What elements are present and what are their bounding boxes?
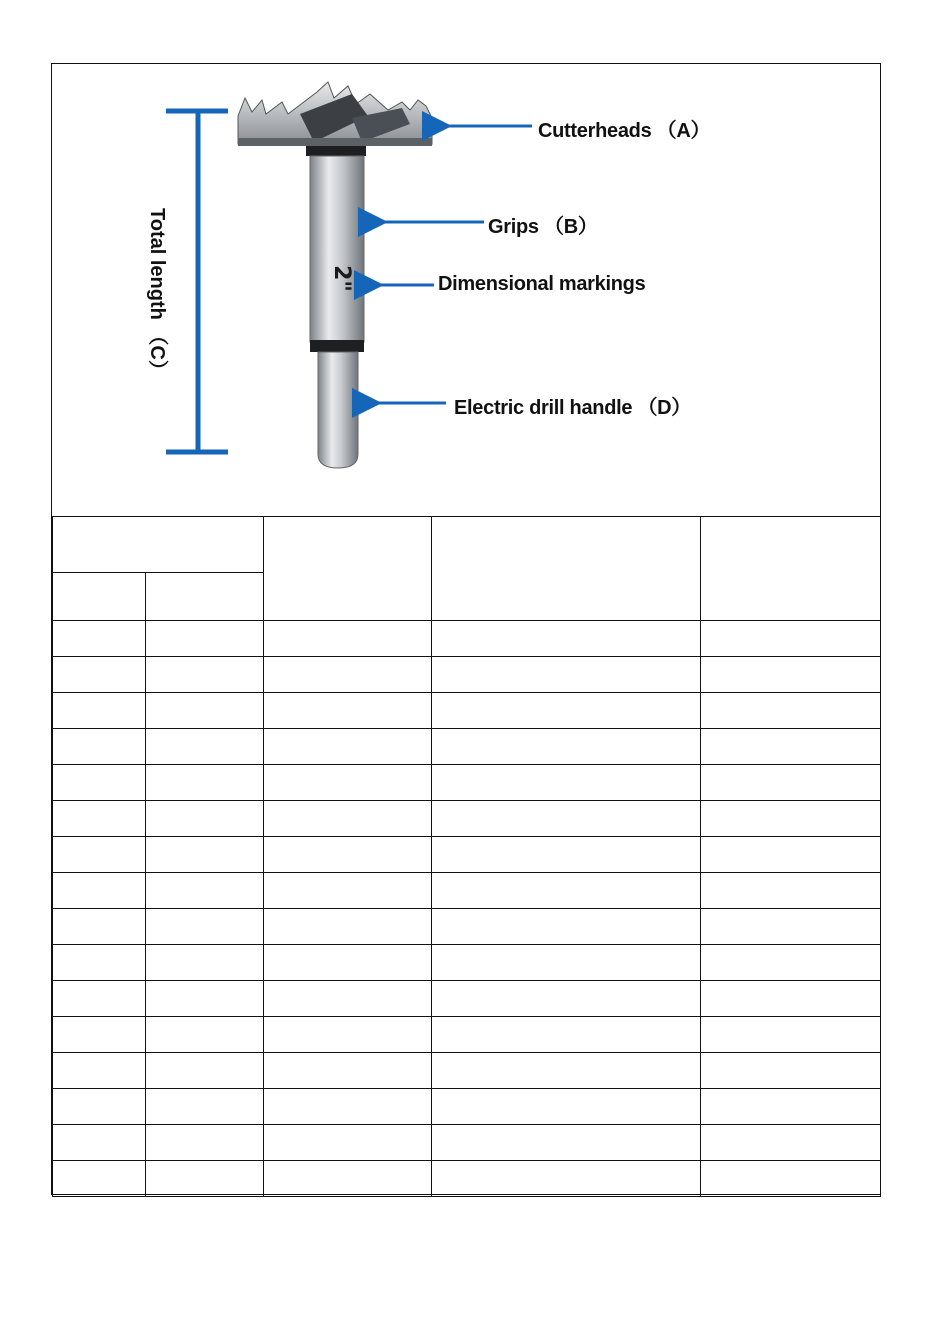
table-cell	[432, 693, 701, 729]
table-cell	[432, 729, 701, 765]
table-cell	[264, 837, 432, 873]
table-cell	[432, 765, 701, 801]
header-cell-3	[264, 517, 432, 621]
table-cell	[146, 873, 264, 909]
table-cell	[701, 729, 881, 765]
table-row	[53, 837, 881, 873]
table-cell	[432, 945, 701, 981]
table-cell	[701, 801, 881, 837]
table-cell	[53, 873, 146, 909]
table-cell	[53, 945, 146, 981]
header-cell-4	[432, 517, 701, 621]
table-cell	[264, 1161, 432, 1197]
table-cell	[432, 657, 701, 693]
table-cell	[264, 1089, 432, 1125]
table-cell	[701, 657, 881, 693]
table-cell	[146, 909, 264, 945]
drill-bit-figure	[52, 64, 879, 516]
table-cell	[264, 909, 432, 945]
table-row	[53, 873, 881, 909]
table-cell	[701, 621, 881, 657]
table-cell	[264, 729, 432, 765]
table-cell	[53, 729, 146, 765]
table-cell	[146, 657, 264, 693]
header-cell-size	[53, 517, 264, 573]
table-row	[53, 729, 881, 765]
table-row	[53, 945, 881, 981]
table-cell	[432, 909, 701, 945]
table-cell	[701, 1089, 881, 1125]
table-row	[53, 765, 881, 801]
table-cell	[146, 765, 264, 801]
handle-shank	[318, 352, 358, 468]
table-cell	[53, 1053, 146, 1089]
specifications-table	[52, 516, 881, 1197]
table-cell	[264, 765, 432, 801]
table-cell	[53, 909, 146, 945]
table-cell	[701, 873, 881, 909]
table-cell	[701, 1053, 881, 1089]
table-cell	[53, 981, 146, 1017]
table-cell	[146, 1089, 264, 1125]
grip-shank	[310, 156, 364, 352]
table-cell	[146, 837, 264, 873]
table-cell	[264, 621, 432, 657]
table-cell	[53, 1161, 146, 1197]
table-cell	[701, 1017, 881, 1053]
table-cell	[146, 945, 264, 981]
table-cell	[146, 1161, 264, 1197]
table-body	[53, 621, 881, 1197]
table-cell	[264, 981, 432, 1017]
table-cell	[701, 693, 881, 729]
table-row	[53, 621, 881, 657]
table-cell	[264, 657, 432, 693]
cutterhead	[238, 82, 432, 156]
table-cell	[264, 945, 432, 981]
table-cell	[701, 837, 881, 873]
table-row	[53, 981, 881, 1017]
label-dimensional-markings: Dimensional markings	[438, 273, 646, 295]
subheader-cell-1	[53, 573, 146, 621]
label-total-length: Total length （C）	[146, 208, 168, 380]
table-cell	[701, 1161, 881, 1197]
table-cell	[146, 801, 264, 837]
table-cell	[264, 693, 432, 729]
table-cell	[53, 693, 146, 729]
table-cell	[432, 621, 701, 657]
table-cell	[432, 1161, 701, 1197]
table-cell	[432, 981, 701, 1017]
table-cell	[432, 1089, 701, 1125]
table-row	[53, 1017, 881, 1053]
table-cell	[432, 1017, 701, 1053]
table-cell	[53, 765, 146, 801]
table-cell	[432, 837, 701, 873]
shank-marking: 2"	[328, 265, 354, 292]
table-cell	[146, 1017, 264, 1053]
table-cell	[432, 801, 701, 837]
table-cell	[701, 765, 881, 801]
table-cell	[264, 873, 432, 909]
table-cell	[146, 981, 264, 1017]
table-cell	[264, 1017, 432, 1053]
table-row	[53, 1053, 881, 1089]
table-row	[53, 657, 881, 693]
table-cell	[53, 1017, 146, 1053]
table-cell	[53, 657, 146, 693]
table-cell	[264, 1053, 432, 1089]
table-cell	[53, 621, 146, 657]
table-cell	[432, 873, 701, 909]
table-cell	[701, 981, 881, 1017]
table-cell	[146, 1125, 264, 1161]
table-cell	[53, 801, 146, 837]
table-cell	[432, 1053, 701, 1089]
label-cutterheads: Cutterheads （A）	[538, 120, 711, 142]
table-row	[53, 909, 881, 945]
table-cell	[701, 1125, 881, 1161]
table-row	[53, 801, 881, 837]
subheader-cell-2	[146, 573, 264, 621]
label-grips: Grips （B）	[488, 216, 598, 238]
header-cell-5	[701, 517, 881, 621]
table-cell	[701, 945, 881, 981]
table-header-row	[53, 517, 881, 573]
table-cell	[146, 693, 264, 729]
table-cell	[264, 1125, 432, 1161]
table-cell	[264, 801, 432, 837]
table-cell	[432, 1125, 701, 1161]
table-row	[53, 1089, 881, 1125]
table-cell	[146, 621, 264, 657]
total-length-bracket	[166, 111, 228, 452]
table-cell	[53, 1125, 146, 1161]
table-cell	[146, 729, 264, 765]
table-cell	[53, 837, 146, 873]
label-electric-drill-handle: Electric drill handle （D）	[454, 397, 692, 419]
table-row	[53, 1125, 881, 1161]
table-cell	[146, 1053, 264, 1089]
document-frame	[51, 63, 881, 1195]
table-cell	[53, 1089, 146, 1125]
table-row	[53, 1161, 881, 1197]
table-cell	[701, 909, 881, 945]
table-row	[53, 693, 881, 729]
